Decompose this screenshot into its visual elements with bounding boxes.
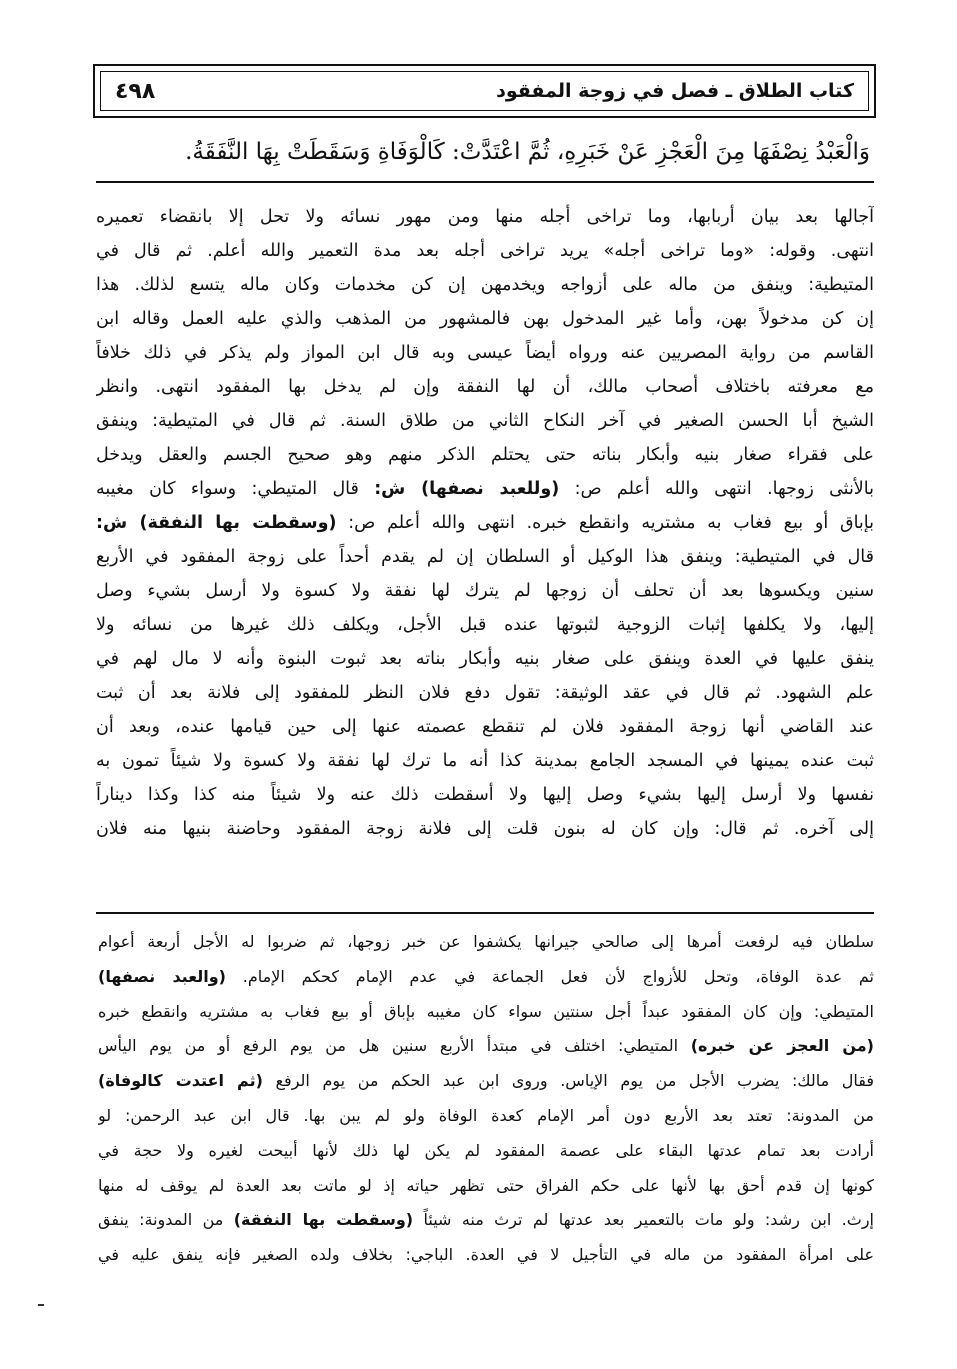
commentary-line: بإباق أو بيع فغاب به مشتريه وانقطع خبره. انتهى والله أعلم ص: (وسقطت بها النفقة) ش:: [96, 513, 874, 533]
commentary-line: نفسها ولا أرسل إليها بشيء وصل إليها ولا أسقطت ذلك عنه ولا شيئاً منه كذا وكذا ديناراً: [96, 785, 874, 805]
footnote-divider: [96, 912, 874, 914]
commentary-line: إلى آخره. ثم قال: وإن كان له بنون قلت إلى فلانة زوجة المفقود وحاضنة بنيها منه فلان: [96, 819, 874, 839]
page-number: ٤٩٨: [115, 78, 156, 104]
footnote-line: المتيطي: وإن كان المفقود عبداً أجل سنتين سواء كان مغيبه بإباق أو بيع فغاب به مشتريه وانقطع خبره: [98, 1001, 874, 1021]
commentary-line: الشيخ أبا الحسن الصغير في آخر النكاح الثاني من طلاق السنة. ثم قال في المتيطية: وينفق: [96, 411, 874, 431]
verse-divider: [96, 181, 874, 183]
footnote-line: سلطان فيه لرفعت أمرها إلى صالحي جيرانها يكشفوا عن خبر زوجها، ثم ضربوا له الأجل أربعة أعوام: [98, 932, 874, 951]
bold-citation: (وسقطت بها النفقة) ش:: [96, 513, 337, 533]
commentary-line: ثبت عنده يمينها في المسجد الجامع بمدينة كذا أنه ما ترك لها نفقة ولا كسوة ولا شيئاً تمون به: [96, 751, 874, 771]
footnote-line: أرادت بعد تمام عدتها البقاء على عصمة المفقود لم يكن لها ذلك لأنها أبيحت لغيره ولا حجة في: [98, 1140, 874, 1160]
footnote-line: على امرأة المفقود من ماله في التأجيل لا في العدة. الباجي: بخلاف ولده الصغير فإنه ينفق عليه في: [98, 1245, 874, 1265]
commentary-line: قال في المتيطية: وينفق هذا الوكيل أو السلطان إن لم يقدم أحداً على زوجة المفقود في الأربع: [96, 547, 874, 567]
bold-citation: (ثم اعتدت كالوفاة): [98, 1071, 263, 1091]
footnote-line: كونها إن قدم أحق بها لأنها على حكم الفراق حتى تظهر حياته إذ لو ماتت بعد العدة لم يوقف له منها: [98, 1175, 874, 1195]
commentary-line: ينفق عليها في العدة وينفق على صغار بنيه وأبكار بناته بعد ثبوت البنوة وأنه لا مال لهم في: [96, 649, 874, 669]
running-title: كتاب الطلاق ـ فصل في زوجة المفقود: [496, 80, 854, 102]
footnote-line: من المدونة: تعتد بعد الأربع دون أمر الإمام كعدة الوفاة ولو لم يبن بها. قال ابن عبد الرحمن: لو: [98, 1105, 874, 1125]
commentary-line: عند القاضي أنها زوجة المفقود فلان لم تنقطع عصمته عنها إلى حين قيامها عنده، وبعد أن: [96, 717, 874, 737]
footnote-line: إرث. ابن رشد: ولو مات بالتعمير بعد عدتها لم ترث منه شيئاً (وسقطت بها النفقة) من المدونة: ينفق: [98, 1210, 874, 1230]
commentary-line: القاسم من رواية المصريين عنه ورواه أيضاً عيسى وبه قال ابن المواز ولم يذكر في ذلك خلافاً: [96, 343, 874, 363]
bold-citation: (وسقطت بها النفقة): [233, 1210, 414, 1230]
bold-citation: (وللعبد نصفها) ش:: [374, 479, 560, 499]
commentary-line: إن كن مدخولاً بهن، وأما غير المدخول بهن فالمشهور من المذهب والذي عليه العمل وقاله ابن: [96, 309, 874, 329]
footnote-line: ثم عدة الوفاة، وتحل للأزواج لأن فعل الجماعة في عدم الإمام كحكم الإمام. (والعبد نصفها): [98, 966, 874, 986]
commentary-body: [96, 200, 874, 846]
commentary-line: المتيطية: وينفق من ماله على أزواجه ويخدمهن إن كن مخدمات وكان ماله يتسع لذلك. هذا: [96, 275, 874, 295]
bold-citation: (والعبد نصفها): [98, 966, 226, 986]
commentary-line: سنين ويكسوها بعد أن تحلف أن زوجها لم يترك لها نفقة ولا كسوة ولا أرسل بشيء وصل: [96, 581, 874, 601]
page-header: [100, 71, 869, 111]
commentary-line: بالأنثى زوجها. انتهى والله أعلم ص: (وللعبد نصفها) ش: قال المتيطي: وسواء كان مغيبه: [96, 479, 874, 499]
commentary-line: آجالها بعد بيان أربابها، وما تراخى أجله منها ومن مهور نسائه ولا تحل إلا بانقضاء تعميره: [96, 207, 874, 227]
commentary-line: إليها، ولا يكلفها إثبات الزوجية لثبوتها عنده قبل الأجل، ويكلف ذلك غيرها من نسائه ولا: [96, 615, 874, 635]
commentary-line: علم الشهود. ثم قال في عقد الوثيقة: تقول دفع فلان النظر للمفقود إلى فلانة بعد أن ثبت: [96, 683, 874, 703]
footnote-line: فقال مالك: يضرب الأجل من يوم الإياس. وروى ابن عبد الحكم من يوم الرفع (ثم اعتدت كالوفاة): [98, 1071, 874, 1091]
footnote-line: (من العجز عن خبره) المتيطي: اختلف في مبتدأ الأربع سنين هل من يوم الرفع أو من يوم اليأس: [98, 1036, 874, 1056]
matn-verse: وَالْعَبْدُ نِصْفَهَا مِنَ الْعَجْزِ عَنْ خَبَرِهِ، ثُمَّ اعْتَدَّتْ: كَالْوَفَاةِ وَسَقَطَتْ بِهَا النَّفَقَةُ.: [185, 139, 870, 165]
commentary-line: على فقراء صغار بنيه وأبكار بناته حتى يحتلم الذكر منهم وهو صحيح الجسم والعقل ويدخل: [96, 445, 874, 465]
page-header-frame: [93, 64, 876, 118]
scan-mark: [38, 1304, 44, 1306]
commentary-line: انتهى. وقوله: «وما تراخى أجله» يريد تراخى أجله بعد مدة التعمير والله أعلم. ثم قال في: [96, 241, 874, 261]
commentary-line: مع معرفته باختلاف أصحاب مالك، أن لها النفقة وإن لم يدخل بها المفقود انتهى. وانظر: [96, 377, 874, 397]
footnote-body: [98, 925, 874, 1273]
bold-citation: (من العجز عن خبره): [690, 1036, 874, 1056]
